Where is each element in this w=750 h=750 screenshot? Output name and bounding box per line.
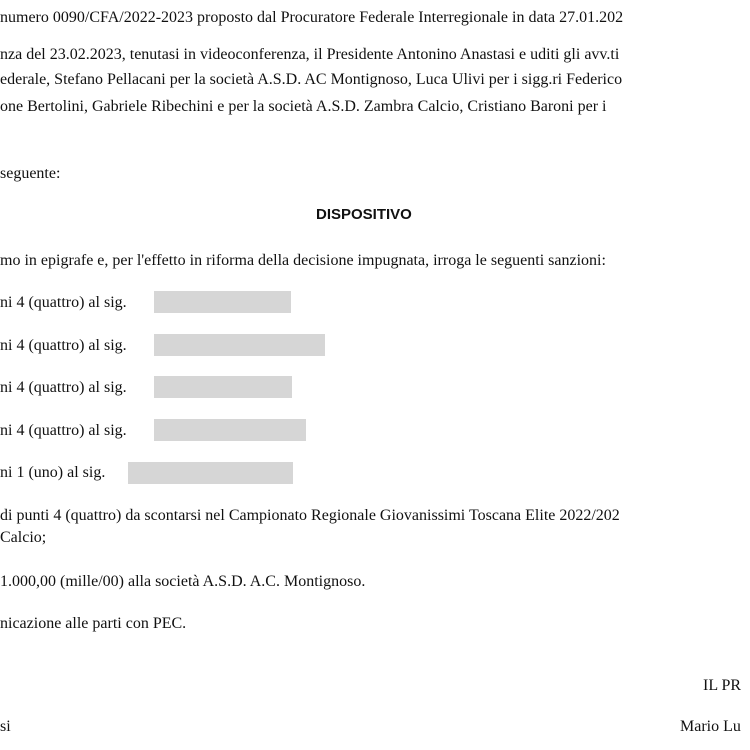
dispositivo-heading: DISPOSITIVO: [316, 206, 412, 223]
punti-line-1: di punti 4 (quattro) da scontarsi nel Campionato Regionale Giovanissimi Toscana Elite 2022/202: [0, 507, 620, 524]
sanction-line-1: ni 4 (quattro) al sig.: [0, 294, 127, 311]
redacted-name-1: [154, 291, 291, 313]
seguente-text: seguente:: [0, 165, 61, 182]
sanction-line-2: ni 4 (quattro) al sig.: [0, 337, 127, 354]
epigrafe-text: mo in epigrafe e, per l'effetto in riforma della decisione impugnata, irroga le seguenti sanzioni:: [0, 252, 606, 269]
sanction-line-4: ni 4 (quattro) al sig.: [0, 422, 127, 439]
intro-line-4: one Bertolini, Gabriele Ribechini e per la società A.S.D. Zambra Calcio, Cristiano Baroni per i: [0, 98, 607, 115]
redacted-name-2: [154, 334, 325, 356]
ammenda-text: 1.000,00 (mille/00) alla società A.S.D. A.C. Montignoso.: [0, 573, 366, 590]
bottom-left-text: si: [0, 718, 11, 735]
redacted-name-5: [128, 462, 293, 484]
signature-name: Mario Lu: [680, 718, 741, 735]
intro-line-1: numero 0090/CFA/2022-2023 proposto dal Procuratore Federale Interregionale in data 27.01.202: [0, 9, 624, 26]
sanction-line-3: ni 4 (quattro) al sig.: [0, 379, 127, 396]
intro-line-3: ederale, Stefano Pellacani per la società A.S.D. AC Montignoso, Luca Ulivi per i sigg.ri Federico: [0, 71, 623, 88]
comunicazione-text: nicazione alle parti con PEC.: [0, 615, 187, 632]
intro-line-2: nza del 23.02.2023, tenutasi in videoconferenza, il Presidente Antonino Anastasi e uditi gli avv.ti: [0, 46, 620, 63]
sanction-line-5: ni 1 (uno) al sig.: [0, 464, 106, 481]
redacted-name-3: [154, 376, 292, 398]
signature-title: IL PR: [703, 677, 742, 694]
redacted-name-4: [154, 419, 306, 441]
punti-line-2: Calcio;: [0, 529, 47, 546]
